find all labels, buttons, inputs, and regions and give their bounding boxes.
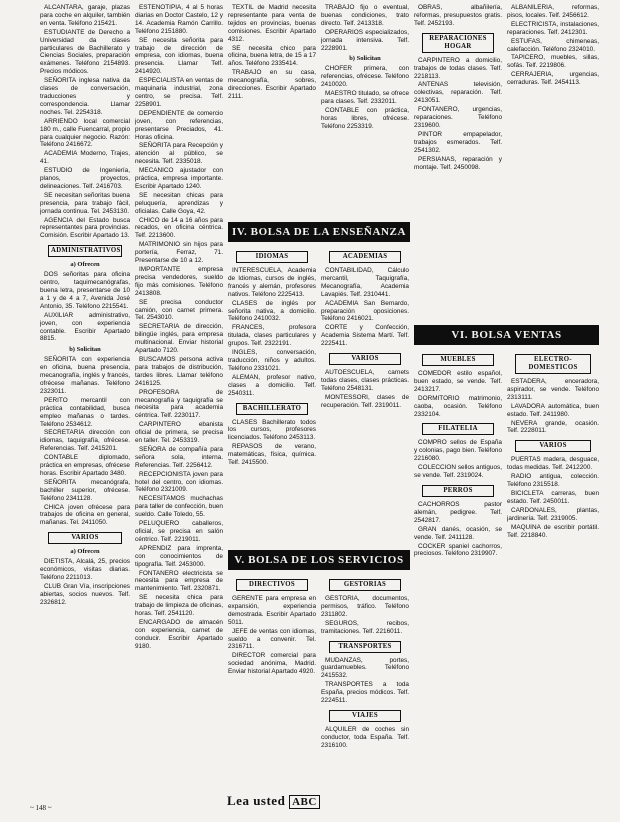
box-directivos: DIRECTIVOS: [236, 579, 308, 591]
classified-ad: BICICLETA carreras, buen estado. Telf. 2450011.: [507, 489, 599, 505]
column-3-mid: [228, 246, 316, 544]
classified-ad: PUERTAS madera, desguace, todas medidas. Telf. 2412200.: [507, 456, 599, 472]
classified-ad: GRAN danés, ocasión, se vende. Telf. 2411128.: [414, 525, 502, 541]
classified-ad: CONTABLE diplomado, práctica en empresas, ofrécese horas. Escribir Apartado 3480.: [40, 454, 130, 477]
classified-ad: SE precisa conductor camión, con carnet primera. Tel. 2543010.: [135, 298, 223, 322]
box-gestorias: GESTORIAS: [329, 579, 401, 591]
page-folio: ~ 148 ~: [30, 804, 52, 812]
classified-ad: CONTABILIDAD, Cálculo mercantil, Taquigrafía, Mecanografía, Academia Lavapiés. Telf. 2310441.: [321, 267, 409, 298]
column-4-mid: [321, 246, 409, 544]
classified-ad: PELUQUERO caballeros, oficial, se precisa en salón céntrico. Telf. 2219011.: [135, 520, 223, 543]
c4-gestorias-paragraphs: [321, 595, 409, 636]
classified-ad: CLUB Gran Vía, inscripciones abiertas, socios nuevos. Telf. 2326812.: [40, 582, 130, 606]
classified-ad: CARPINTERO ebanista oficial de primera, se precisa en taller. Tel. 2453319.: [135, 421, 223, 445]
classified-ad: SEGUROS, recibos, tramitaciones. Telf. 2216011.: [321, 619, 409, 635]
classified-ad: SEÑORITA con experiencia en oficina, buena presencia, mecanografía, inglés y francés, ofrécese mañanas. Teléfono 2323011.: [40, 356, 130, 395]
box-electro: ELECTRO-DOMESTICOS: [515, 354, 591, 374]
box-varios-c1: VARIOS: [48, 532, 122, 544]
box-perros: PERROS: [422, 485, 494, 497]
lea-usted-text: Lea usted: [227, 793, 286, 808]
c4-sought-paragraphs: [321, 65, 409, 130]
column-6-lower: [507, 349, 599, 814]
classified-ad: TAPICERO, muebles, sillas, sofás. Telf. 2219806.: [507, 54, 599, 70]
box-varios-c4: VARIOS: [329, 353, 401, 365]
classified-ad: DORMITORIO matrimonio, caoba, ocasión. Teléfono 2332104.: [414, 394, 502, 418]
box-bachillerato: BACHILLERATO: [236, 403, 308, 415]
c1-offered-paragraphs: [40, 271, 130, 343]
classified-ad: FONTANERO electricista se necesita para empresa de mantenimiento. Telf. 2320871.: [135, 569, 223, 593]
classified-ad: SEÑORITA inglesa nativa da clases de conversación, traducciones y correspondencia. Llamar noches. Tel. 2254318.: [40, 77, 130, 116]
classified-ad: CLASES de inglés por señorita nativa, a domicilio. Teléfono 2410032.: [228, 299, 316, 323]
c3-directivos-paragraphs: [228, 595, 316, 676]
column-2: [135, 4, 223, 804]
classified-ad: COCKER spaniel cachorros, preciosos. Teléfono 2319907.: [414, 542, 502, 558]
classified-ad: ALEMAN, profesor nativo, clases a domicilio. Telf. 2540311.: [228, 373, 316, 397]
classified-ad: TRABAJO en su casa, mecanografía, sobres, direcciones. Escribir Apartado 2111.: [228, 69, 316, 100]
c4-viajes-paragraphs: [321, 726, 409, 750]
c4-varios-paragraphs: [321, 369, 409, 410]
column-3-bottom: [228, 574, 316, 788]
c5-perros-paragraphs: [414, 501, 502, 558]
classified-ad: ESTADERA, enceradora, aspirador, se vende. Teléfono 2313111.: [507, 378, 599, 401]
classified-ad: SE necesita chica para trabajo de limpieza de oficinas, horas. Telf. 2541120.: [135, 594, 223, 618]
box-filatelia: FILATELIA: [422, 423, 494, 435]
classified-ad: AUXILIAR administrativo, joven, con experiencia contable. Escribir Apartado 8815.: [40, 311, 130, 343]
classified-ad: DEPENDIENTE de comercio joven, con referencias, presentarse Preciados, 41. Horas oficina.: [135, 109, 223, 141]
classified-ad: ESTENOTIPIA, 4 al 5 horas diarias en Doctor Castelo, 12 y 14. Academia Ramón Carrillo. Teléfono 2151880.: [135, 4, 223, 35]
c6-varios-paragraphs: [507, 456, 599, 539]
classified-ad: GERENTE para empresa en expansión, experiencia demostrada. Escribir Apartado 5011.: [228, 595, 316, 626]
column-3-top: [228, 4, 316, 220]
classified-ad: MAESTRO titulado, se ofrece para clases. Telf. 2332011.: [321, 90, 409, 105]
box-administrativos: ADMINISTRATIVOS: [48, 245, 122, 257]
classified-ad: DOS señoritas para oficina centro, taquimecanógrafas, buena letra, presentarse de 10 a 1 y de 4 a 7, Avenida José Antonio, 35. Teléfono 2215541.: [40, 271, 130, 310]
column-6-top: [507, 4, 599, 322]
classified-ad: CHICO de 14 a 16 años para recados, en oficina céntrica. Telf. 2213600.: [135, 216, 223, 240]
classified-ad: BUSCAMOS persona activa para trabajos de distribución, tardes libres. Llamar teléfono 2416125.: [135, 355, 223, 387]
c5-filatelia-paragraphs: [414, 439, 502, 480]
c3-paragraphs: [228, 4, 316, 101]
box-varios-c6: VARIOS: [515, 440, 591, 452]
classified-ad: PINTOR empapelador, trabajos esmerados. Telf. 2541302.: [414, 130, 502, 154]
c6-electro-paragraphs: [507, 378, 599, 435]
classified-ad: DIETISTA, Alcalá, 25, precios económicos, visitas diarias. Teléfono 2211013.: [40, 558, 130, 581]
c5-reparaciones-paragraphs: [414, 57, 502, 172]
classified-ad: RADIO antigua, colección. Teléfono 2315518.: [507, 473, 599, 489]
classified-ad: SE necesitan chicas para peluquería, aprendizas y oficialas. Calle Goya, 42.: [135, 191, 223, 215]
classified-ad: TEXTIL de Madrid necesita representante para venta de tejidos en provincias, buenas comisiones. Escribir Apartado 4312.: [228, 4, 316, 43]
classified-ad: ESPECIALISTA en ventas de maquinaria industrial, zona centro, se precisa. Telf. 2258901.: [135, 77, 223, 108]
classified-ad: IMPORTANTE empresa precisa vendedores, sueldo fijo más comisiones. Teléfono 2413808.: [135, 266, 223, 297]
classified-ad: CARPINTERO a domicilio, trabajos de todas clases. Telf. 2218113.: [414, 56, 502, 80]
c1-top-paragraphs: [40, 4, 130, 240]
classified-ad: TRANSPORTES a toda España, precios módicos. Telf. 2224511.: [321, 681, 409, 705]
classified-ad: SEÑORITA mecanógrafa, bachiller superior, ofrécese. Teléfono 2341128.: [40, 478, 130, 502]
classified-ad: MUDANZAS, portes, guardamuebles. Teléfono 2415532.: [321, 656, 409, 680]
classified-ad: REPASOS de verano, matemáticas, física, química. Telf. 2415500.: [228, 443, 316, 467]
lea-usted-abc: [227, 793, 335, 809]
classified-ad: INTERESCUELA, Academia de Idiomas, cursos de inglés, francés y alemán, profesores nativos. Teléfono 2225413.: [228, 267, 316, 298]
classified-ad: CACHORROS pastor alemán, pedigree. Telf. 2542817.: [414, 500, 502, 524]
box-academias: ACADEMIAS: [329, 251, 401, 263]
classified-ad: LAVADORA automática, buen estado. Telf. 2411980.: [507, 402, 599, 418]
classified-ad: SECRETARIA de dirección, bilingüe inglés, para empresa multinacional. Enviar historial Apartado 7120.: [135, 323, 223, 355]
classified-ad: COLECCION sellos antiguos, se vende. Telf. 2319024.: [414, 464, 502, 480]
c1-sought-paragraphs: [40, 356, 130, 527]
classified-ad: PERSIANAS, reparación y montaje. Telf. 2450098.: [414, 155, 502, 171]
classified-ad: CLASES Bachillerato todos los cursos, profesores licenciados. Teléfono 2453113.: [228, 418, 316, 442]
banner-ventas: VI. BOLSA VENTAS: [414, 325, 599, 345]
section-sought: b) Solicitan: [69, 346, 101, 354]
classified-ad: ESTUDIO de Ingeniería, planos, proyectos, delineaciones. Telf. 2416703.: [40, 167, 130, 190]
classified-ad: ACADEMIA Moderno, Trajes, 41.: [40, 150, 130, 166]
box-muebles: MUEBLES: [422, 354, 494, 366]
classified-ad: MONTESSORI, clases de recuperación. Telf. 2319011.: [321, 393, 409, 409]
c4-paragraphs: [321, 4, 409, 52]
classified-ad: ELECTRICISTA, instalaciones, reparaciones. Telf. 2412301.: [507, 20, 599, 36]
classified-ad: MAQUINA de escribir portátil. Telf. 2218840.: [507, 523, 599, 539]
classified-ad: ALQUILER de coches sin conductor, toda España. Telf. 2316100.: [321, 725, 409, 749]
column-1: [40, 4, 130, 804]
classified-ad: AUTOESCUELA, carnets todas clases, clases prácticas. Teléfono 2548131.: [321, 369, 409, 392]
classified-ad: DIRECTOR comercial para sociedad anónima, Madrid. Enviar historial Apartado 4920.: [228, 652, 316, 676]
classified-ad: SEÑORA de compañía para señora sola, interna. Referencias. Telf. 2256412.: [135, 445, 223, 469]
section-offered-varios: a) Ofrecen: [70, 548, 100, 556]
classified-ad: OPERARIOS especializados, jornada intensiva. Telf. 2228901.: [321, 28, 409, 52]
classified-ad: PERITO mercantil con práctica contabilidad, busca empleo mañanas o tardes. Teléfono 2534612.: [40, 396, 130, 428]
classified-ad: SE necesitan señoritas buena presencia, para trabajo fácil, jornada continua. Tel. 2453130.: [40, 191, 130, 215]
c4-academias-paragraphs: [321, 267, 409, 348]
column-5-lower: [414, 349, 502, 814]
classified-ad: COMEDOR estilo español, buen estado, se vende. Telf. 2413217.: [414, 370, 502, 393]
classified-ad: ENCARGADO de almacén con experiencia, carnet de conducir. Escribir Apartado 9180.: [135, 618, 223, 650]
classified-ad: FONTANERO, urgencias, reparaciones. Teléfono 2319600.: [414, 106, 502, 129]
classified-ad: NEVERA grande, ocasión. Telf. 2228011.: [507, 419, 599, 435]
classified-ad: TRABAJO fijo o eventual, buenas condiciones, trato directo. Telf. 2413318.: [321, 4, 409, 27]
column-4-bottom: [321, 574, 409, 814]
c4-transportes-paragraphs: [321, 657, 409, 705]
classified-ad: MATRIMONIO sin hijos para portería, Ferraz, 71. Presentarse de 10 a 12.: [135, 241, 223, 265]
classified-ad: COMPRO sellos de España y colonias, pago bien. Teléfono 2216080.: [414, 439, 502, 463]
column-4-top: [321, 4, 409, 220]
classified-ad: CARDONALES, plantas, jardinería. Telf. 2319005.: [507, 506, 599, 522]
c2-paragraphs: [135, 4, 223, 651]
box-idiomas: IDIOMAS: [236, 251, 308, 263]
classified-ad: NECESITAMOS muchachas para taller de confección, buen sueldo. Calle Toledo, 55.: [135, 495, 223, 519]
classified-ad: ALBAÑILERIA, reformas, pisos, locales. Telf. 2456612.: [507, 4, 599, 19]
classified-ad: PROFESORA de mecanografía y taquigrafía se necesita para academia céntrica. Telf. 2230117.: [135, 388, 223, 420]
classified-ad: ARRIENDO local comercial 180 m., calle Fuencarral, propio para cualquier negocio. Razón: Teléfono 2416672.: [40, 117, 130, 149]
box-viajes: VIAJES: [329, 710, 401, 722]
classified-ad: APRENDIZ para imprenta, con conocimientos de tipografía. Telf. 2453000.: [135, 544, 223, 568]
classified-ad: FRANCES, profesora titulada, clases particulares y grupos. Telf. 2322191.: [228, 324, 316, 348]
classified-ad: OBRAS, albañilería, reformas, presupuestos gratis. Telf. 2452193.: [414, 4, 502, 27]
c6-paragraphs: [507, 4, 599, 87]
classified-ad: ANTENAS televisión, colectivas, reparación. Telf. 2413051.: [414, 81, 502, 105]
classified-ad: AGENCIA del Estado busca representantes para provincias. Comisión. Escribir Apartado 13.: [40, 216, 130, 240]
classified-ad: JEFE de ventas con idiomas, sueldo a convenir. Tel. 2316711.: [228, 627, 316, 651]
classified-ad: SECRETARIA dirección con idiomas, taquigrafía, ofrécese. Referencias. Telf. 2415201.: [40, 429, 130, 453]
classified-ad: SE necesita señorita para trabajo de dirección de empresa, con idiomas, buena presencia. Llamar Telf. 2414920.: [135, 36, 223, 76]
classified-ad: CHOFER primera, con referencias, ofrécese. Teléfono 2410020.: [321, 65, 409, 89]
classified-ad: CORTE y Confección, Academia Sistema Martí. Telf. 2225411.: [321, 324, 409, 348]
column-5: [414, 4, 502, 322]
classified-ad: RECEPCIONISTA joven para hotel del centro, con idiomas. Teléfono 2321009.: [135, 470, 223, 494]
c5-muebles-paragraphs: [414, 370, 502, 418]
c3-after-paragraphs: [228, 267, 316, 398]
classified-ad: ACADEMIA San Bernardo, preparación oposiciones. Teléfono 2416021.: [321, 299, 409, 323]
classified-ad: SE necesita chico para oficina, buena letra, de 15 a 17 años. Teléfono 2335414.: [228, 44, 316, 68]
classified-ad: ESTUFAS, chimeneas, calefacción. Teléfono 2324010.: [507, 37, 599, 53]
section-offered: a) Ofrecen: [70, 261, 100, 269]
box-reparaciones: REPARACIONES HOGAR: [422, 33, 494, 53]
classified-ad: CONTABLE con práctica, horas libres, ofrécese. Teléfono 2253319.: [321, 106, 409, 130]
classified-ad: CHICA joven ofrécese para trabajos de oficina en general, mañanas. Tel. 2411050.: [40, 503, 130, 527]
banner-servicios: V. BOLSA DE LOS SERVICIOS: [228, 550, 410, 570]
banner-ensenanza: IV. BOLSA DE LA ENSEÑANZA: [228, 222, 410, 242]
classified-ad: MECANICO ajustador con práctica, empresa importante. Escribir Apartado 1240.: [135, 167, 223, 190]
abc-logo: ABC: [289, 795, 320, 809]
box-transportes: TRANSPORTES: [329, 641, 401, 653]
classified-ad: CERRAJERIA, urgencias, cerraduras. Telf. 2454113.: [507, 71, 599, 87]
classified-ad: ESTUDIANTE de Derecho a Universidad da clases particulares de Bachillerato y Ciencias Sociales, preparación exámenes. Teléfono 2154893. Precios módicos.: [40, 28, 130, 76]
classified-ad: SEÑORITA para Recepción y atención al público, se necesita. Telf. 2335018.: [135, 142, 223, 166]
classified-ad: GESTORIA, documentos, permisos, tráfico. Teléfono 2311802.: [321, 595, 409, 618]
c5-paragraphs: [414, 4, 502, 28]
classified-ad: ALCANTARA, garaje, plazas para coche en alquiler, también en venta. Teléfono 215421.: [40, 4, 130, 27]
c4-section-sought: b) Solicitan: [349, 55, 381, 63]
c1-varios-paragraphs: [40, 558, 130, 606]
classified-ad: INGLES, conversación, traducción, niños y adultos. Teléfono 2331021.: [228, 349, 316, 372]
c3-bach-paragraphs: [228, 419, 316, 467]
